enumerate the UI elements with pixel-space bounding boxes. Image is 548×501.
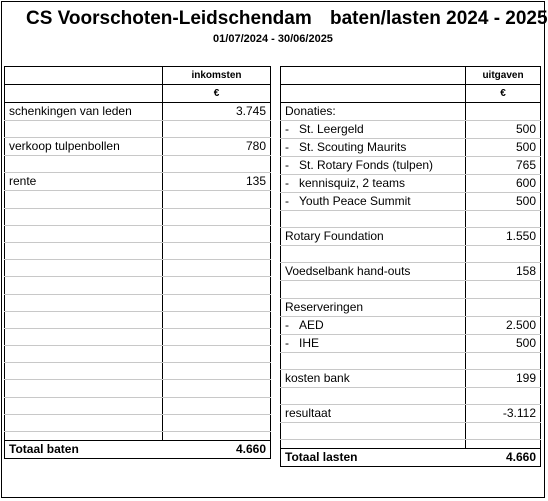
expenses-row xyxy=(281,246,541,263)
expenses-row-value xyxy=(466,103,541,121)
income-row-value xyxy=(163,242,271,259)
income-row-value xyxy=(163,294,271,311)
income-row xyxy=(5,277,271,294)
income-header-row xyxy=(5,67,271,85)
period-label: 01/07/2024 - 30/06/2025 xyxy=(213,33,333,45)
expenses-row-label xyxy=(281,387,466,404)
income-row-label xyxy=(5,260,163,277)
expenses-row-label-text: kosten bank xyxy=(285,370,350,385)
income-row xyxy=(5,380,271,397)
expenses-row xyxy=(281,103,541,121)
expenses-row xyxy=(281,422,541,439)
expenses-row-label xyxy=(281,228,466,246)
income-row-value: 3.745 xyxy=(163,103,271,121)
expenses-currency-empty xyxy=(281,85,466,103)
expenses-row-dash: - xyxy=(285,335,289,350)
expenses-row-label xyxy=(281,422,466,439)
expenses-row-label-text: Donaties: xyxy=(285,104,336,118)
income-row-value xyxy=(163,191,271,208)
expenses-row-label-text: Reserveringen xyxy=(285,299,364,314)
expenses-row-value: 199 xyxy=(466,369,541,387)
income-row xyxy=(5,242,271,259)
expenses-row-dash: - xyxy=(285,140,289,154)
expenses-header-row xyxy=(281,67,541,85)
income-row xyxy=(5,397,271,414)
expenses-row-value: 500 xyxy=(466,139,541,157)
income-row-value xyxy=(163,121,271,138)
income-header-empty xyxy=(5,67,163,85)
expenses-spacer-row xyxy=(281,440,541,449)
income-row xyxy=(5,294,271,311)
expenses-row-label-text: AED xyxy=(299,317,324,332)
income-row-label xyxy=(5,346,163,363)
expenses-total-row xyxy=(281,449,541,467)
expenses-row xyxy=(281,121,541,139)
expenses-spacer-cell xyxy=(281,440,466,449)
income-row xyxy=(5,138,271,156)
expenses-total-value: 4.660 xyxy=(466,449,541,467)
income-row-value xyxy=(163,414,271,431)
income-row xyxy=(5,414,271,431)
income-row xyxy=(5,225,271,242)
income-row-label xyxy=(5,103,163,121)
income-row-label-text: schenkingen van leden xyxy=(9,104,132,118)
expenses-currency-row xyxy=(281,85,541,103)
income-row-value xyxy=(163,328,271,345)
expenses-heading: uitgaven xyxy=(466,67,541,85)
expenses-row-label xyxy=(281,369,466,387)
expenses-row-value xyxy=(466,281,541,298)
expenses-row-label xyxy=(281,298,466,316)
expenses-row-dash: - xyxy=(285,176,289,190)
income-row-label-text: verkoop tulpenbollen xyxy=(9,139,120,154)
income-row xyxy=(5,173,271,191)
expenses-row-label-text: St. Rotary Fonds (tulpen) xyxy=(299,158,434,172)
income-heading: inkomsten xyxy=(163,67,271,85)
expenses-row-label xyxy=(281,211,466,228)
expenses-row-value: 600 xyxy=(466,175,541,193)
expenses-row xyxy=(281,387,541,404)
expenses-row-label-text: resultaat xyxy=(285,405,332,420)
income-row-label xyxy=(5,225,163,242)
income-row-label xyxy=(5,242,163,259)
expenses-row-label xyxy=(281,404,466,422)
income-row xyxy=(5,328,271,345)
income-row-value xyxy=(163,346,271,363)
expenses-row-label xyxy=(281,103,466,121)
report-title: baten/lasten 2024 - 2025 xyxy=(330,8,548,29)
income-row-label xyxy=(5,363,163,380)
expenses-spacer-cell xyxy=(466,440,541,449)
expenses-currency: € xyxy=(466,85,541,103)
expenses-row-value: 765 xyxy=(466,157,541,175)
expenses-row-value: 2.500 xyxy=(466,316,541,334)
income-row-value: 780 xyxy=(163,138,271,156)
expenses-row-label xyxy=(281,175,466,193)
income-row-label xyxy=(5,191,163,208)
income-row-value xyxy=(163,208,271,225)
income-row-label xyxy=(5,121,163,138)
expenses-row-label xyxy=(281,352,466,369)
expenses-row-value xyxy=(466,352,541,369)
income-row-value xyxy=(163,156,271,173)
expenses-header-empty xyxy=(281,67,466,85)
income-row xyxy=(5,191,271,208)
expenses-row-label xyxy=(281,157,466,175)
expenses-total-label: Totaal lasten xyxy=(281,449,466,467)
expenses-row-value xyxy=(466,298,541,316)
expenses-row-dash: - xyxy=(285,122,289,136)
income-row xyxy=(5,311,271,328)
expenses-row xyxy=(281,404,541,422)
income-total-value: 4.660 xyxy=(163,441,271,459)
expenses-row-label-text: Rotary Foundation xyxy=(285,229,384,244)
income-row-label xyxy=(5,173,163,191)
income-row-value xyxy=(163,225,271,242)
income-row xyxy=(5,363,271,380)
expenses-row-label-text: kennisquiz, 2 teams xyxy=(299,176,406,190)
income-row xyxy=(5,103,271,121)
income-row xyxy=(5,260,271,277)
expenses-row-value: 158 xyxy=(466,263,541,281)
expenses-row-dash: - xyxy=(285,194,289,208)
income-total-label: Totaal baten xyxy=(5,441,163,459)
income-row-label xyxy=(5,414,163,431)
expenses-row-label-text: St. Leergeld xyxy=(299,122,364,136)
income-spacer-row xyxy=(5,432,271,441)
income-row xyxy=(5,156,271,173)
expenses-row xyxy=(281,139,541,157)
expenses-row-value xyxy=(466,422,541,439)
expenses-row-label xyxy=(281,263,466,281)
expenses-row-label xyxy=(281,246,466,263)
income-currency-row xyxy=(5,85,271,103)
expenses-row xyxy=(281,352,541,369)
expenses-row-dash: - xyxy=(285,158,289,172)
income-row-label xyxy=(5,294,163,311)
income-row-label xyxy=(5,138,163,156)
expenses-row-value: 500 xyxy=(466,334,541,352)
expenses-row-label xyxy=(281,193,466,211)
income-table xyxy=(4,66,271,459)
expenses-row-value xyxy=(466,246,541,263)
expenses-row-label xyxy=(281,316,466,334)
expenses-row-value: -3.112 xyxy=(466,404,541,422)
expenses-table xyxy=(280,66,541,467)
expenses-row-label-text: IHE xyxy=(299,335,320,350)
expenses-row xyxy=(281,334,541,352)
expenses-row-label xyxy=(281,334,466,352)
title-row xyxy=(2,2,548,32)
expenses-row xyxy=(281,193,541,211)
expenses-row xyxy=(281,228,541,246)
expenses-row-label xyxy=(281,121,466,139)
income-currency-empty xyxy=(5,85,163,103)
expenses-row xyxy=(281,369,541,387)
income-row-value xyxy=(163,397,271,414)
income-row-label xyxy=(5,311,163,328)
expenses-row xyxy=(281,281,541,298)
income-row-value: 135 xyxy=(163,173,271,191)
income-row-label xyxy=(5,277,163,294)
income-spacer-cell xyxy=(163,432,271,441)
expenses-row-value: 500 xyxy=(466,193,541,211)
income-row-label-text: rente xyxy=(9,174,37,189)
expenses-row-value: 1.550 xyxy=(466,228,541,246)
income-row-value xyxy=(163,311,271,328)
income-row-label xyxy=(5,208,163,225)
expenses-row xyxy=(281,263,541,281)
income-row xyxy=(5,208,271,225)
income-row-value xyxy=(163,363,271,380)
income-row-label xyxy=(5,156,163,173)
income-row-label xyxy=(5,397,163,414)
income-total-row xyxy=(5,441,271,459)
expenses-row-label-text: Voedselbank hand-outs xyxy=(285,264,411,279)
income-row-label xyxy=(5,328,163,345)
expenses-row xyxy=(281,316,541,334)
income-row-value xyxy=(163,277,271,294)
income-row xyxy=(5,121,271,138)
expenses-row xyxy=(281,211,541,228)
expenses-row-value xyxy=(466,211,541,228)
income-currency: € xyxy=(163,85,271,103)
expenses-row xyxy=(281,298,541,316)
expenses-row-label-text: St. Scouting Maurits xyxy=(299,140,407,154)
income-row xyxy=(5,346,271,363)
expenses-row-dash: - xyxy=(285,317,289,332)
income-row-label xyxy=(5,380,163,397)
expenses-row xyxy=(281,157,541,175)
income-row-value xyxy=(163,380,271,397)
expenses-row-label xyxy=(281,281,466,298)
expenses-row-label xyxy=(281,139,466,157)
income-spacer-cell xyxy=(5,432,163,441)
expenses-row-value: 500 xyxy=(466,121,541,139)
organization-title: CS Voorschoten-Leidschendam xyxy=(26,8,312,29)
expenses-row-value xyxy=(466,387,541,404)
income-row-value xyxy=(163,260,271,277)
expenses-row xyxy=(281,175,541,193)
expenses-row-label-text: Youth Peace Summit xyxy=(299,194,411,208)
